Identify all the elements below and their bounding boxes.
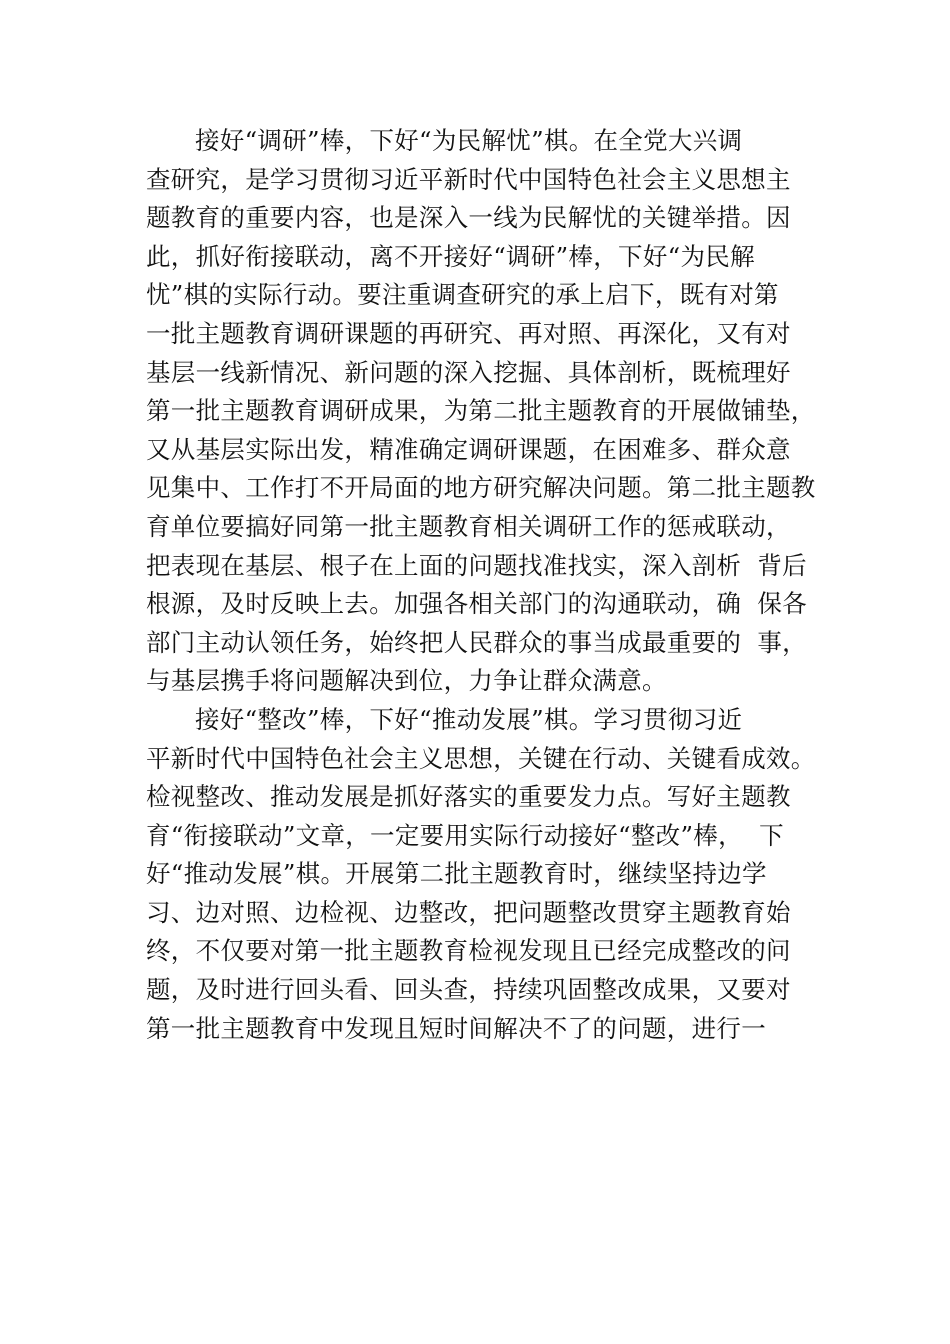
text-line: 第一批主题教育调研成果，为第二批主题教育的开展做铺垫，: [146, 396, 816, 426]
text-line: 一批主题教育调研课题的再研究、再对照、再深化，又有对: [146, 318, 791, 348]
text-line: 题教育的重要内容，也是深入一线为民解忧的关键举措。因: [146, 203, 791, 233]
text-line: 又从基层实际出发，精准确定调研课题，在困难多、群众意: [146, 434, 791, 464]
text-line: 平新时代中国特色社会主义思想，关键在行动、关键看成效。: [146, 743, 816, 773]
text-line: 忧”棋的实际行动。要注重调查研究的承上启下，既有对第: [146, 280, 779, 310]
text-line: 育单位要搞好同第一批主题教育相关调研工作的惩戒联动，: [146, 511, 791, 541]
text-line: 第一批主题教育中发现且短时间解决不了的问题，进行一: [146, 1013, 766, 1043]
text-line: 检视整改、推动发展是抓好落实的重要发力点。写好主题教: [146, 782, 791, 812]
text-line: 把表现在基层、根子在上面的问题找准找实，深入剖析 背后: [146, 550, 807, 580]
text-line: 接好“整改”棒，下好“推动发展”棋。学习贯彻习近: [195, 704, 743, 734]
body-text: [146, 122, 836, 1048]
text-line: 与基层携手将问题解决到位，力争让群众满意。: [146, 666, 667, 696]
text-line: 部门主动认领任务，始终把人民群众的事当成最重要的 事，: [146, 627, 807, 657]
text-line: 基层一线新情况、新问题的深入挖掘、具体剖析，既梳理好: [146, 357, 791, 387]
text-line: 见集中、工作打不开局面的地方研究解决问题。第二批主题教: [146, 473, 816, 503]
text-line: 题，及时进行回头看、回头查，持续巩固整改成果，又要对: [146, 975, 791, 1005]
text-line: 习、边对照、边检视、边整改，把问题整改贯穿主题教育始: [146, 897, 791, 927]
text-line: 好“推动发展”棋。开展第二批主题教育时，继续坚持边学: [146, 859, 767, 889]
text-line: 查研究，是学习贯彻习近平新时代中国特色社会主义思想主: [146, 164, 791, 194]
paragraph-1: [146, 122, 836, 701]
text-line: 育“衔接联动”文章，一定要用实际行动接好“整改”棒， 下: [146, 820, 784, 850]
paragraph-2: [146, 701, 836, 1048]
text-line: 根源，及时反映上去。加强各相关部门的沟通联动，确 保各: [146, 589, 807, 619]
text-line: 接好“调研”棒，下好“为民解忧”棋。在全党大兴调: [195, 126, 743, 155]
text-line: 终，不仅要对第一批主题教育检视发现且已经完成整改的问: [146, 936, 791, 966]
text-line: 此，抓好衔接联动，离不开接好“调研”棒，下好“为民解: [146, 241, 755, 271]
